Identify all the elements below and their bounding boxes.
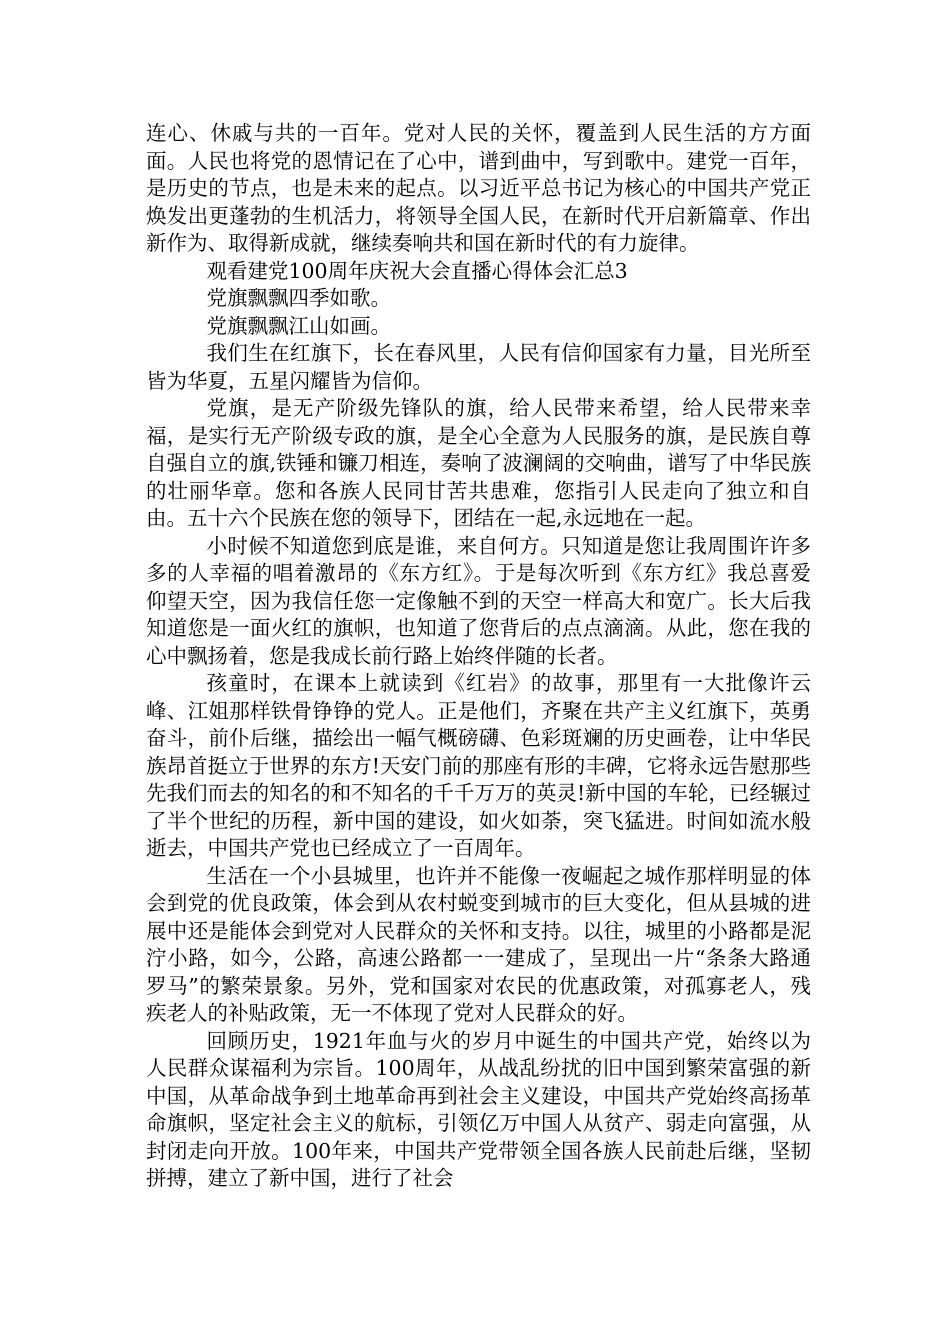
verse-line-1: 党旗飘飘四季如歌。 (206, 286, 391, 310)
paragraph: 小时候不知道您到底是谁，来自何方。只知道是您让我周围许许多多的人幸福的唱着激昂的《东方红》。于是每次听到《东方红》我总喜爱仰望天空，因为我信任您一定像触不到的天空一样高大和宽广。长大后我知道您是一面火红的旗帜，也知道了您背后的点点滴滴。从此，您在我的心中飘扬着，您是我成长前行路上始终伴随的长者。 (146, 533, 811, 668)
paragraph-continued: 连心、休戚与共的一百年。党对人民的关怀，覆盖到人民生活的方方面面。人民也将党的恩情记在了心中，谱到曲中，写到歌中。建党一百年，是历史的节点，也是未来的起点。以习近平总书记为核心的中国共产党正焕发出更蓬勃的生机活力，将领导全国人民，在新时代开启新篇章、作出新作为、取得新成就，继续奏响共和国在新时代的有力旋律。 (146, 121, 811, 255)
document-body (146, 120, 811, 1193)
paragraph: 我们生在红旗下，长在春风里，人民有信仰国家有力量，目光所至皆为华夏，五星闪耀皆为信仰。 (146, 341, 811, 393)
paragraph: 回顾历史，1921年血与火的岁月中诞生的中国共产党，始终以为人民群众谋福利为宗旨。100周年，从战乱纷扰的旧中国到繁荣富强的新中国，从革命战争到土地革命再到社会主义建设，中国共产党始终高扬革命旗帜，坚定社会主义的航标，引领亿万中国人从贫产、弱走向富强，从封闭走向开放。100年来，中国共产党带领全国各族人民前赴后继，坚韧拼搏，建立了新中国，进行了社会 (146, 1028, 811, 1190)
paragraph: 孩童时，在课本上就读到《红岩》的故事，那里有一大批像许云峰、江姐那样铁骨铮铮的党人。正是他们，齐聚在共产主义红旗下，英勇奋斗，前仆后继，描绘出一幅气概磅礴、色彩斑斓的历史画卷，让中华民族昂首挺立于世界的东方!天安门前的那座有形的丰碑，它将永远告慰那些先我们而去的知名的和不知名的千千万万的英灵!新中国的车轮，已经辗过了半个世纪的历程，新中国的建设，如火如荼，突飞猛进。时间如流水般逝去，中国共产党也已经成立了一百周年。 (146, 671, 811, 860)
section-heading: 观看建党100周年庆祝大会直播心得体会汇总3 (206, 258, 628, 283)
verse-line-2: 党旗飘飘江山如画。 (206, 313, 391, 338)
paragraph: 党旗，是无产阶级先锋队的旗，给人民带来希望，给人民带来幸福，是实行无产阶级专政的旗，是全心全意为人民服务的旗，是民族自尊自强自立的旗,铁锤和镰刀相连，奏响了波澜阔的交响曲，谱写了中华民族的壮丽华章。您和各族人民同甘苦共患难，您指引人民走向了独立和自由。五十六个民族在您的领导下，团结在一起,永远地在一起。 (146, 396, 811, 530)
paragraph: 生活在一个小县城里，也许并不能像一夜崛起之城作那样明显的体会到党的优良政策，体会到从农村蜕变到城市的巨大变化，但从县城的进展中还是能体会到党对人民群众的关怀和支持。以往，城里的小路都是泥泞小路，如今，公路，高速公路都一一建成了，呈现出一片“条条大路通罗马”的繁荣景象。另外，党和国家对农民的优惠政策，对孤寡老人，残疾老人的补贴政策，无一不体现了党对人民群众的好。 (146, 863, 811, 1025)
